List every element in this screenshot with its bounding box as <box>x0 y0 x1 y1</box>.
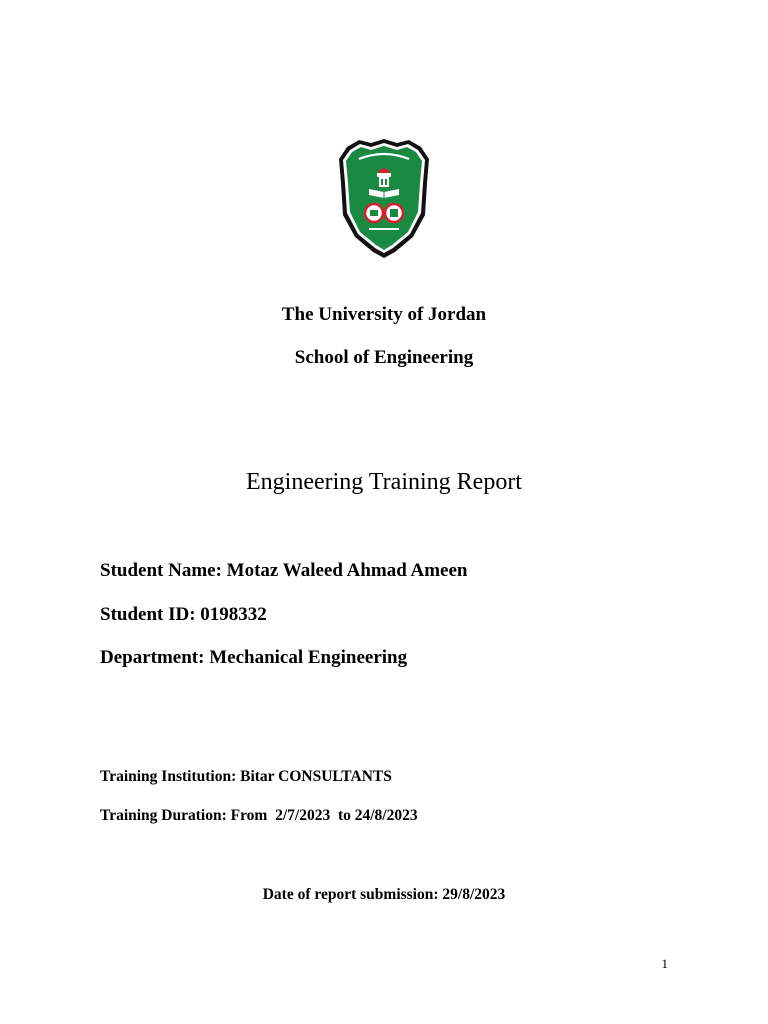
student-id: Student ID: 0198332 <box>100 604 267 625</box>
university-logo <box>337 137 431 259</box>
training-institution: Training Institution: Bitar CONSULTANTS <box>100 768 392 785</box>
report-title: Engineering Training Report <box>246 469 522 495</box>
page-number: 1 <box>661 956 668 971</box>
school-name: School of Engineering <box>294 347 474 368</box>
training-duration: Training Duration: From 2/7/2023 to 24/8/2023 <box>100 807 418 824</box>
student-name: Student Name: Motaz Waleed Ahmad Ameen <box>100 560 468 581</box>
university-crest-icon <box>337 137 431 259</box>
university-name: The University of Jordan <box>281 304 487 325</box>
department: Department: Mechanical Engineering <box>100 647 408 668</box>
submission-date: Date of report submission: 29/8/2023 <box>262 886 506 903</box>
